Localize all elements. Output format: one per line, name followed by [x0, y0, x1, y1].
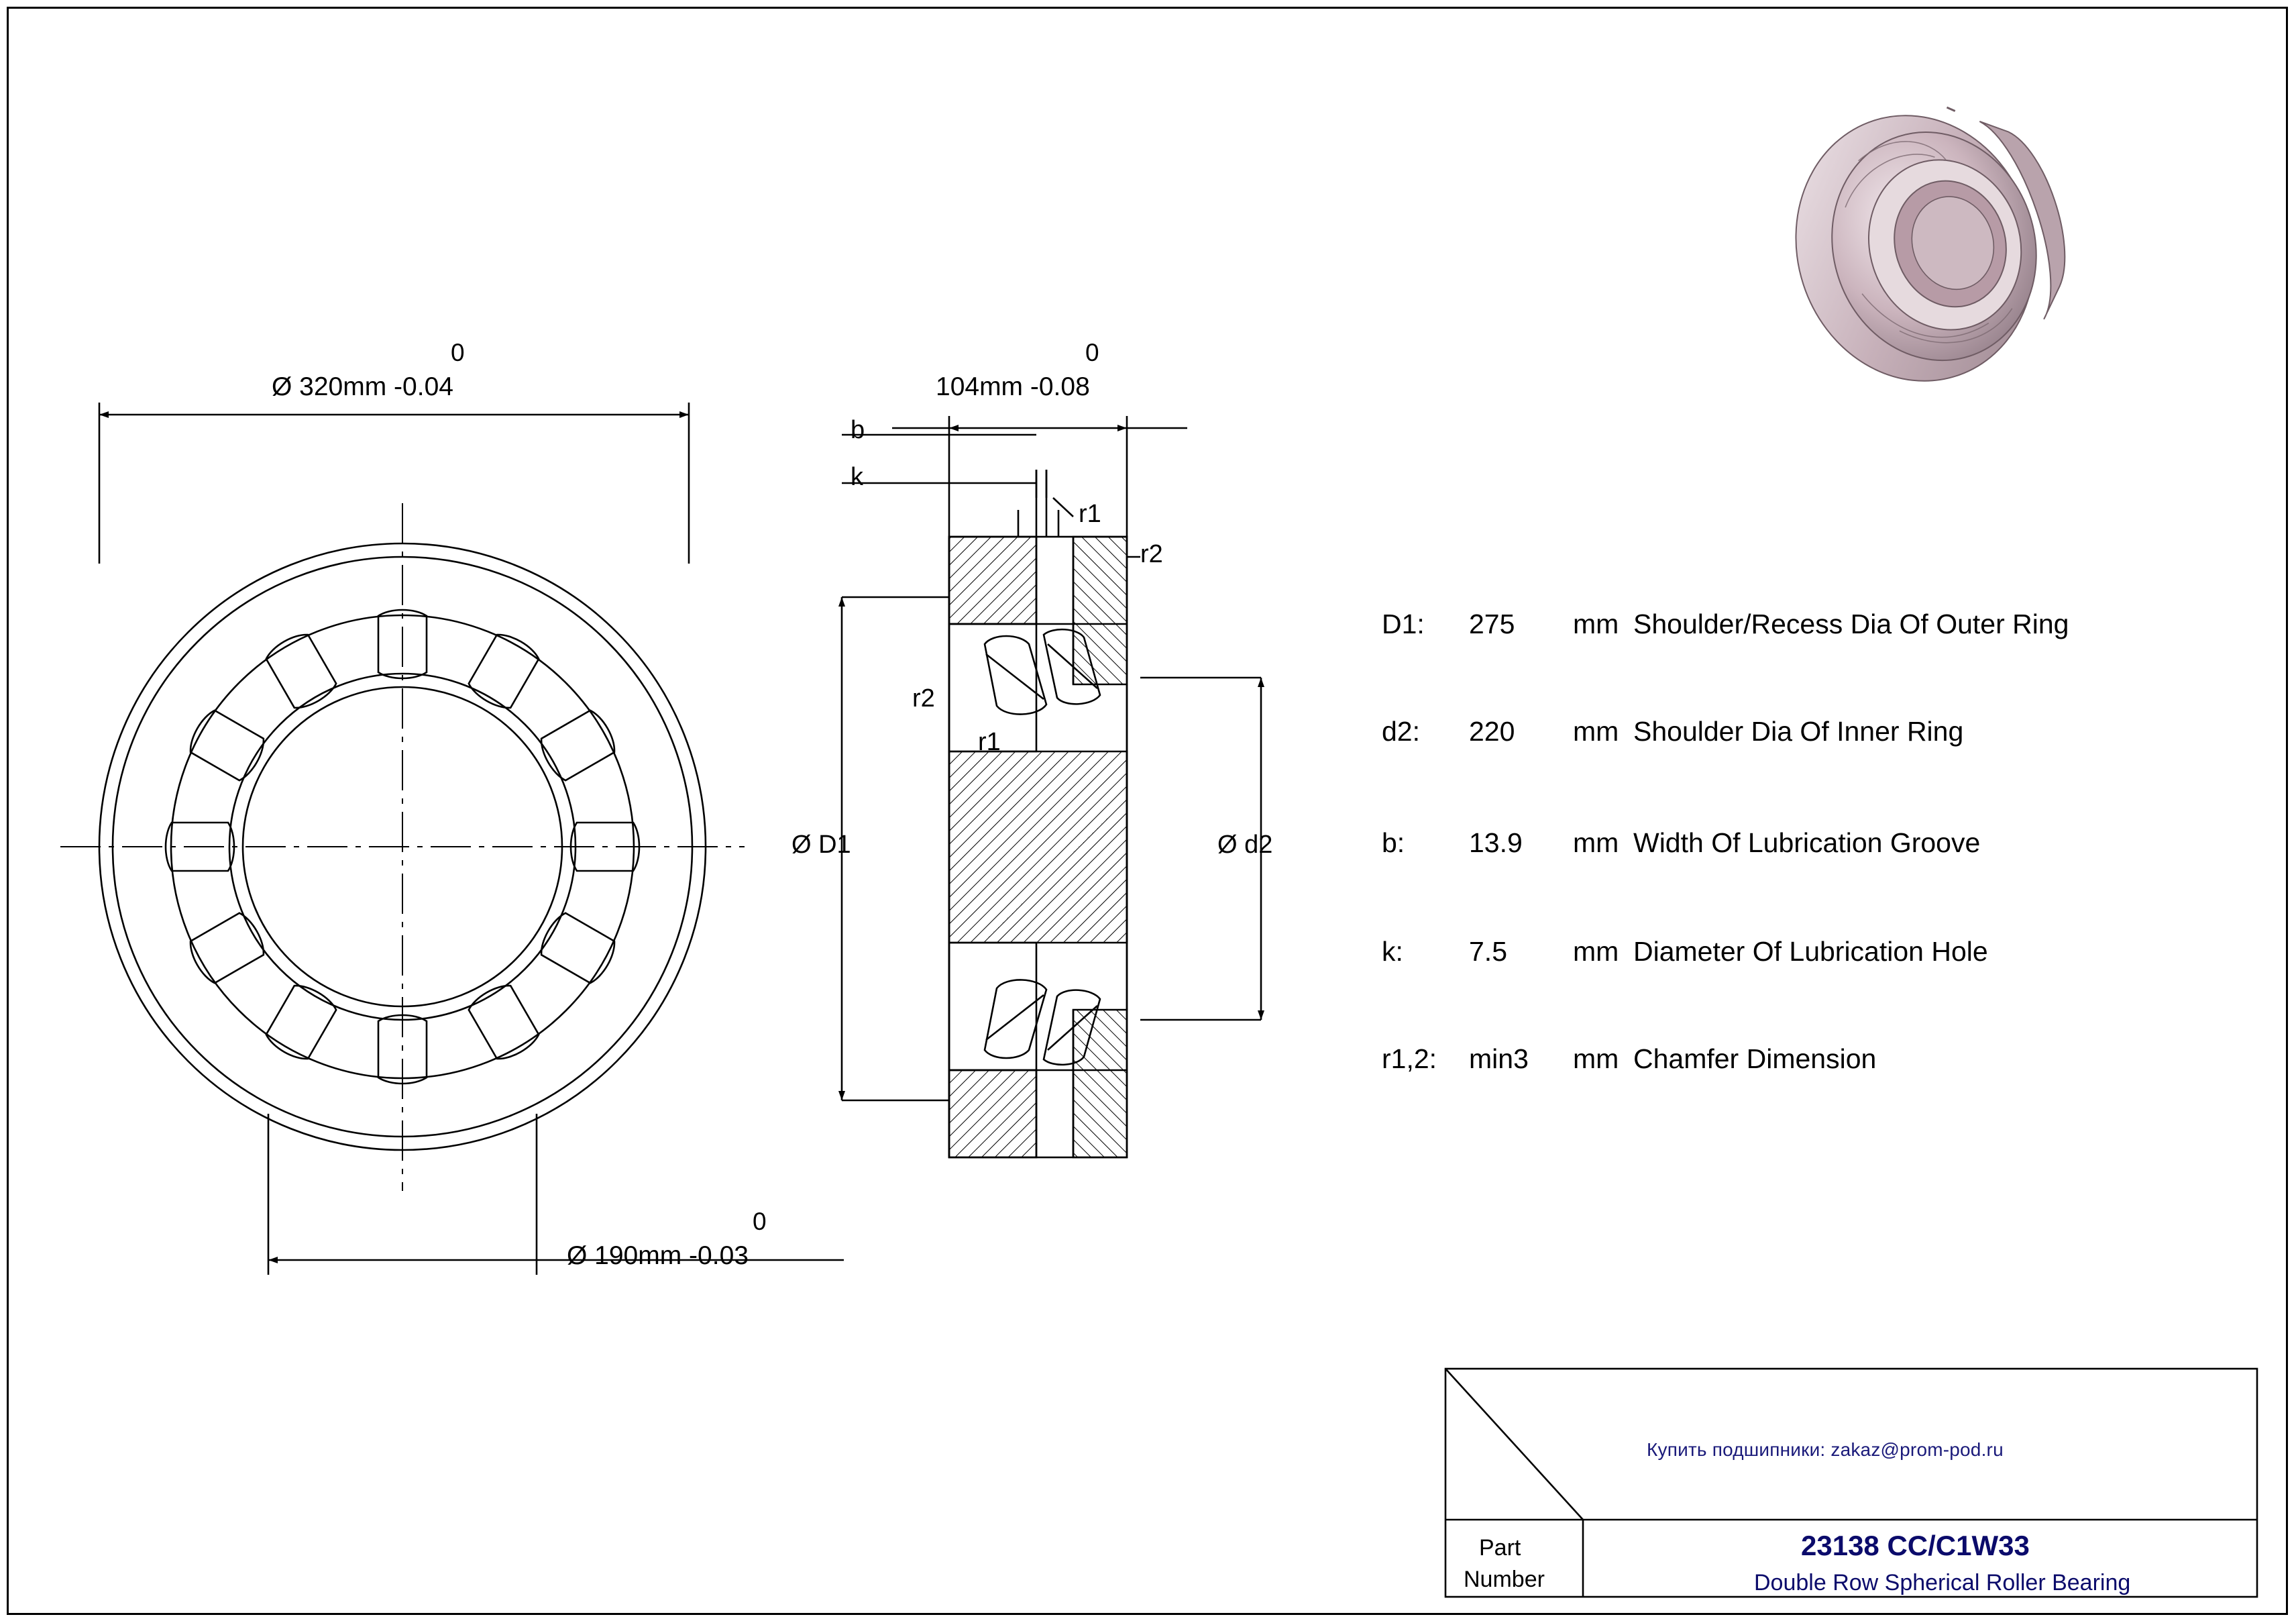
spec-symbol: r1,2:	[1382, 1043, 1437, 1074]
spec-row	[1382, 715, 2254, 747]
label-k: k	[851, 463, 863, 491]
label-r1-top: r1	[1079, 500, 1101, 528]
spec-row	[1382, 935, 2254, 967]
spec-row	[1382, 608, 2254, 639]
spec-value: min3	[1469, 1043, 1529, 1074]
spec-unit: mm	[1573, 1043, 1619, 1074]
spec-value: 220	[1469, 715, 1515, 747]
front-view-dimensions	[99, 403, 844, 1275]
part-number-value: 23138 CC/C1W33	[1801, 1530, 2030, 1561]
spec-description: Width Of Lubrication Groove	[1633, 827, 1981, 858]
bearing-3d-render	[1762, 75, 2097, 412]
spec-symbol: d2:	[1382, 715, 1420, 747]
part-number-label-line2: Number	[1464, 1567, 1545, 1592]
spec-value: 13.9	[1469, 827, 1523, 858]
spec-value: 275	[1469, 608, 1515, 639]
label-r2-right: r2	[1140, 540, 1163, 568]
bore-dia-tolerance: 0	[753, 1208, 767, 1235]
outer-dia-tolerance: 0	[451, 339, 465, 366]
spec-symbol: k:	[1382, 935, 1403, 967]
spec-unit: mm	[1573, 715, 1619, 747]
outer-dia-dimension: Ø 320mm -0.04	[272, 372, 453, 401]
section-view	[949, 470, 1127, 1157]
spec-symbol: D1:	[1382, 608, 1425, 639]
bore-dia-dimension: Ø 190mm -0.03	[567, 1241, 749, 1270]
spec-row	[1382, 1045, 2254, 1072]
spec-value: 7.5	[1469, 935, 1507, 967]
label-r1-left: r1	[978, 728, 1001, 756]
part-number-label-line1: Part	[1479, 1535, 1521, 1561]
spec-description: Shoulder Dia Of Inner Ring	[1633, 715, 1964, 747]
label-b: b	[851, 416, 865, 444]
spec-unit: mm	[1573, 608, 1619, 639]
width-tolerance: 0	[1085, 339, 1099, 366]
label-r2-left: r2	[912, 684, 935, 713]
front-view	[60, 503, 745, 1191]
spec-description: Chamfer Dimension	[1633, 1043, 1877, 1074]
label-d2: Ø d2	[1217, 831, 1273, 859]
spec-unit: mm	[1573, 935, 1619, 967]
spec-symbol: b:	[1382, 827, 1405, 858]
spec-unit: mm	[1573, 827, 1619, 858]
spec-description: Shoulder/Recess Dia Of Outer Ring	[1633, 608, 2069, 639]
label-D1: Ø D1	[791, 831, 851, 859]
spec-row	[1382, 829, 2254, 856]
shop-contact-line: Купить подшипники: zakaz@prom-pod.ru	[1647, 1439, 2004, 1460]
spec-description: Diameter Of Lubrication Hole	[1633, 935, 1988, 967]
title-block	[1445, 1369, 2257, 1597]
width-dimension: 104mm -0.08	[936, 372, 1090, 401]
part-description: Double Row Spherical Roller Bearing	[1754, 1570, 2131, 1595]
